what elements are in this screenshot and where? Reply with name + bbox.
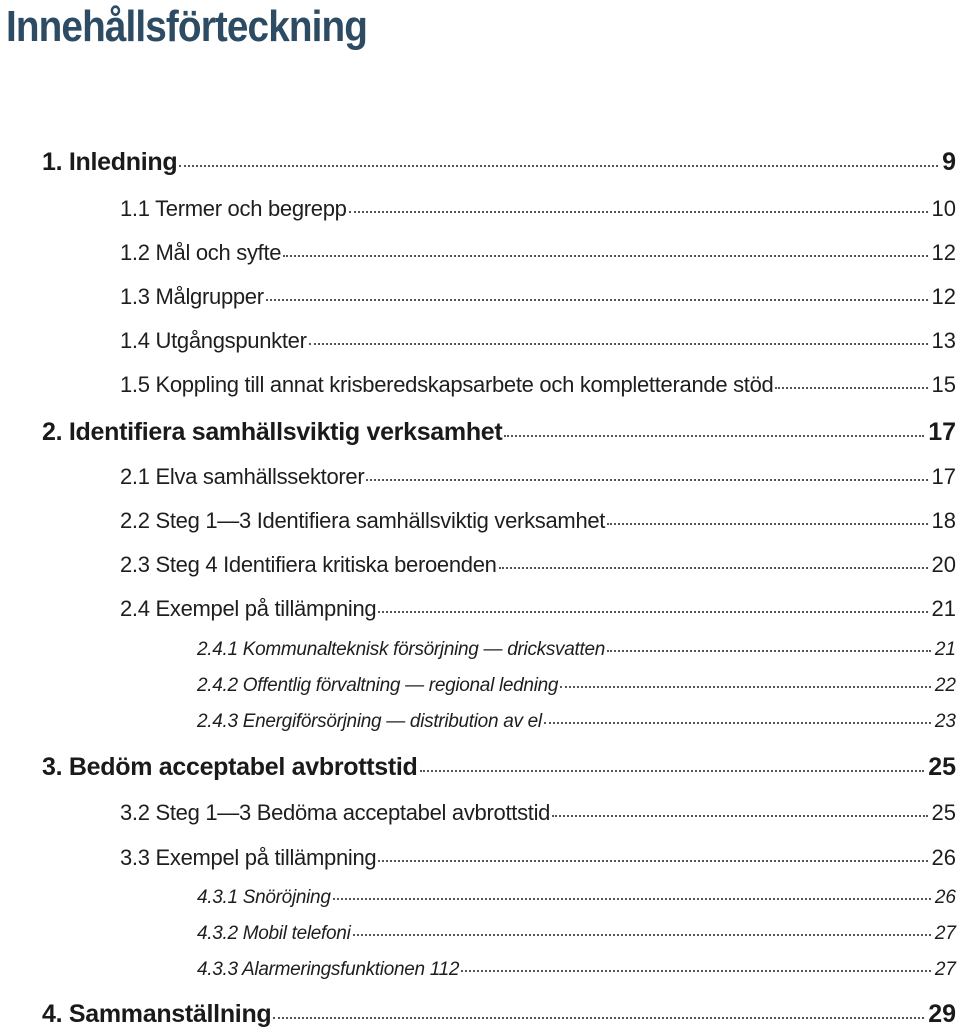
- toc-page-number: 26: [931, 845, 956, 870]
- dot-leader: [607, 523, 927, 525]
- dot-leader: [283, 255, 927, 257]
- toc-entry[interactable]: [42, 1000, 956, 1029]
- toc-entry-label: 4.3.2 Mobil telefoni: [197, 923, 351, 944]
- toc-entry[interactable]: [42, 418, 956, 447]
- toc-entry-label: 2.4.2 Offentlig förvaltning — regional ledning: [197, 675, 559, 696]
- toc-page-number: 23: [934, 711, 956, 732]
- dot-leader: [560, 686, 931, 688]
- toc-entry[interactable]: [120, 372, 956, 398]
- dot-leader: [378, 860, 927, 862]
- dot-leader: [420, 770, 925, 772]
- dot-leader: [378, 611, 927, 613]
- toc-page-number: 17: [928, 418, 956, 446]
- toc-page-number: 21: [931, 596, 956, 621]
- dot-leader: [499, 567, 928, 569]
- toc-page-number: 9: [942, 148, 956, 176]
- dot-leader: [775, 387, 927, 389]
- toc-page-number: 13: [931, 328, 956, 353]
- toc-page-number: 25: [931, 800, 956, 825]
- toc-entry-label: 1.3 Målgrupper: [120, 284, 264, 309]
- dot-leader: [461, 970, 931, 972]
- toc-page-number: 26: [934, 887, 956, 908]
- toc-entry-label: 1.5 Koppling till annat krisberedskapsarbete och kompletterande stöd: [120, 372, 774, 397]
- toc-entry-label: 2.4.3 Energiförsörjning — distribution av el: [197, 711, 542, 732]
- toc-page-number: 12: [931, 284, 956, 309]
- toc-entry[interactable]: [42, 753, 956, 782]
- toc-page-number: 12: [931, 240, 956, 265]
- toc-entry-label: 4.3.3 Alarmeringsfunktionen 112: [197, 959, 460, 980]
- dot-leader: [552, 815, 927, 817]
- toc-page-number: 27: [934, 959, 956, 980]
- dot-leader: [349, 211, 928, 213]
- toc-entry[interactable]: [120, 196, 956, 222]
- toc-page-number: 18: [931, 508, 956, 533]
- toc-entry[interactable]: [197, 675, 956, 697]
- toc-entry-label: 2.2 Steg 1—3 Identifiera samhällsviktig verksamhet: [120, 508, 606, 533]
- toc-entry[interactable]: [120, 284, 956, 310]
- toc-entry[interactable]: [120, 800, 956, 826]
- toc-entry[interactable]: [120, 240, 956, 266]
- toc-entry-label: 3.2 Steg 1—3 Bedöma acceptabel avbrottstid: [120, 800, 551, 825]
- toc-entry[interactable]: [120, 328, 956, 354]
- toc-entry-label: 3. Bedöm acceptabel avbrottstid: [42, 753, 418, 781]
- toc-entry[interactable]: [120, 596, 956, 622]
- toc-entry[interactable]: [197, 639, 956, 661]
- toc-entry-label: 3.3 Exempel på tillämpning: [120, 845, 377, 870]
- toc-page-number: 21: [934, 639, 956, 660]
- toc-page-number: 25: [928, 753, 956, 781]
- dot-leader: [607, 650, 931, 652]
- toc-entry[interactable]: [120, 508, 956, 534]
- dot-leader: [366, 479, 927, 481]
- toc-entry-label: 2. Identifiera samhällsviktig verksamhet: [42, 418, 503, 446]
- toc-entry-label: 2.4.1 Kommunalteknisk försörjning — dricksvatten: [197, 639, 606, 660]
- toc-page-number: 15: [931, 372, 956, 397]
- toc-entry-label: 2.4 Exempel på tillämpning: [120, 596, 377, 621]
- toc-page-number: 10: [931, 196, 956, 221]
- dot-leader: [266, 299, 928, 301]
- toc-entry-label: 1.2 Mål och syfte: [120, 240, 282, 265]
- toc-entry[interactable]: [42, 148, 956, 177]
- toc-entry[interactable]: [120, 845, 956, 871]
- toc-entry-label: 2.3 Steg 4 Identifiera kritiska beroenden: [120, 552, 497, 577]
- toc-page-number: 22: [934, 675, 956, 696]
- dot-leader: [544, 722, 931, 724]
- toc-entry[interactable]: [120, 464, 956, 490]
- toc-page-number: 20: [931, 552, 956, 577]
- dot-leader: [333, 898, 931, 900]
- toc-entry[interactable]: [197, 923, 956, 945]
- toc-entry-label: 4. Sammanställning: [42, 1000, 272, 1028]
- dot-leader: [309, 343, 928, 345]
- toc-page-number: 29: [928, 1000, 956, 1028]
- toc-entry[interactable]: [120, 552, 956, 578]
- dot-leader: [353, 934, 931, 936]
- toc-entry-label: 1.4 Utgångspunkter: [120, 328, 307, 353]
- toc-entry-label: 4.3.1 Snöröjning: [197, 887, 331, 908]
- toc-entry-label: 1. Inledning: [42, 148, 178, 176]
- dot-leader: [273, 1017, 924, 1019]
- page-title: Innehållsförteckning: [6, 2, 368, 51]
- toc-entry-label: 2.1 Elva samhällssektorer: [120, 464, 365, 489]
- toc-entry[interactable]: [197, 711, 956, 733]
- toc-entry[interactable]: [197, 887, 956, 909]
- toc-page-number: 17: [931, 464, 956, 489]
- toc-entry-label: 1.1 Termer och begrepp: [120, 196, 347, 221]
- toc-entry[interactable]: [197, 959, 956, 981]
- toc-page-number: 27: [934, 923, 956, 944]
- dot-leader: [179, 165, 938, 167]
- dot-leader: [504, 435, 924, 437]
